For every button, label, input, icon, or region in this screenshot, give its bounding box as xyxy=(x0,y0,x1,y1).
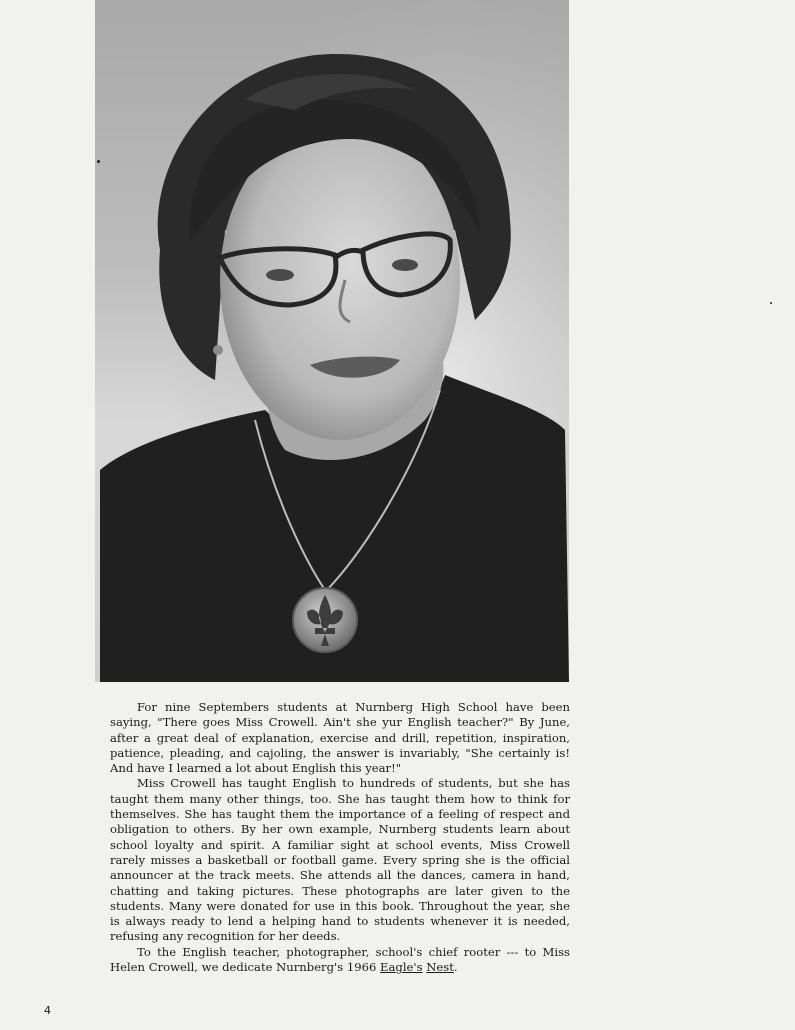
portrait-illustration xyxy=(95,0,569,682)
dedication-paragraph-2: Miss Crowell has taught English to hundreds of students, but she has taught them many other things, too. She has taught them how to think for themselves. She has taught them the importance of a feeling of respect and obligation to others. By her own example, Nurnberg students learn about school loyalty and spirit. A familiar sight at school events, Miss Crowell rarely misses a basketball or football game. Every spring she is the official announcer at the track meets. She attends all the dances, camera in hand, chatting and taking pictures. These photographs are later given to the students. Many were donated for use in this book. Throughout the year, she is always ready to lend a helping hand to students whenever it is needed, refusing any recognition for her deeds. xyxy=(110,776,570,944)
dedication-paragraph-3-end: . xyxy=(453,960,458,975)
print-speck xyxy=(770,302,772,304)
dedication-paragraph-3 xyxy=(110,945,570,976)
yearbook-title-word-2: Nest xyxy=(426,960,454,975)
portrait-photo xyxy=(95,0,569,682)
dedication-paragraph-1: For nine Septembers students at Nurnberg High School have been saying, "There goes Miss Crowell. Ain't she yur English teacher?" By June, after a great deal of explanation, exercise and drill, repetition, inspiration, patience, pleading, and cajoling, the answer is invariably, "She certainly is! And have I learned a lot about English this year!" xyxy=(110,700,570,776)
page-number: 4 xyxy=(44,1004,51,1017)
dedication-text xyxy=(110,700,570,975)
print-speck xyxy=(97,160,100,163)
yearbook-title-word-1: Eagle's xyxy=(380,960,423,975)
dedication-paragraph-3-lead: To the English teacher, photographer, school's chief rooter --- to Miss Helen Crowell, we dedicate Nurnberg's 1966 xyxy=(110,944,570,975)
